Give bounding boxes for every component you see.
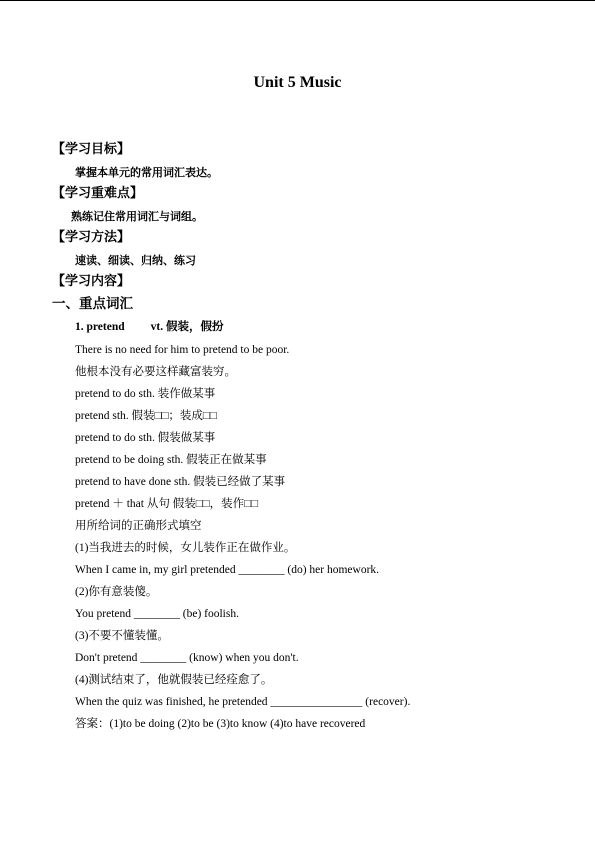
page-top-border <box>0 0 595 1</box>
key-points-heading: 【学习重难点】 <box>52 186 144 201</box>
usage-line: pretend ＋ that 从句 假装□□，装作□□ <box>75 498 259 510</box>
example-sentence-zh: 他根本没有必要这样藏富装穷。 <box>75 366 236 378</box>
methods-heading: 【学习方法】 <box>52 230 131 245</box>
answer-key: 答案：(1)to be doing (2)to be (3)to know (4)to have recovered <box>75 718 366 730</box>
exercise-prompt-zh: (3)不要不懂装懂。 <box>75 630 169 642</box>
exercise-question: When I came in, my girl pretended ________ (do) her homework. <box>75 564 380 576</box>
objectives-content: 掌握本单元的常用词汇表达。 <box>75 166 218 179</box>
usage-line: pretend to have done sth. 假装已经做了某事 <box>75 476 286 488</box>
objectives-heading: 【学习目标】 <box>52 142 131 157</box>
exercise-question: When the quiz was finished, he pretended ________________ (recover). <box>75 696 411 708</box>
key-points-content: 熟练记住常用词汇与词组。 <box>71 210 203 223</box>
vocab-pos-meaning: vt. 假装，假扮 <box>150 321 224 333</box>
exercise-prompt-zh: (4)测试结束了，他就假装已经痊愈了。 <box>75 674 273 686</box>
usage-line: pretend to do sth. 假装做某事 <box>75 432 216 444</box>
exercise-instruction: 用所给词的正确形式填空 <box>75 520 202 532</box>
vocab-heading: 一、重点词汇 <box>52 296 133 312</box>
exercise-prompt-zh: (1)当我进去的时候，女儿装作正在做作业。 <box>75 542 296 554</box>
usage-line: pretend to do sth. 装作做某事 <box>75 388 216 400</box>
usage-line: pretend to be doing sth. 假装正在做某事 <box>75 454 267 466</box>
vocab-entry <box>75 319 223 335</box>
usage-line: pretend sth. 假装□□；装成□□ <box>75 410 217 422</box>
contents-heading: 【学习内容】 <box>52 274 131 289</box>
example-sentence-en: There is no need for him to pretend to be poor. <box>75 344 290 356</box>
vocab-word: 1. pretend <box>75 321 125 333</box>
exercise-question: You pretend ________ (be) foolish. <box>75 608 239 620</box>
page-title: Unit 5 Music <box>253 74 342 91</box>
exercise-question: Don't pretend ________ (know) when you don't. <box>75 652 299 664</box>
exercise-prompt-zh: (2)你有意装傻。 <box>75 586 158 598</box>
methods-content: 速读、细读、归纳、练习 <box>75 254 196 267</box>
